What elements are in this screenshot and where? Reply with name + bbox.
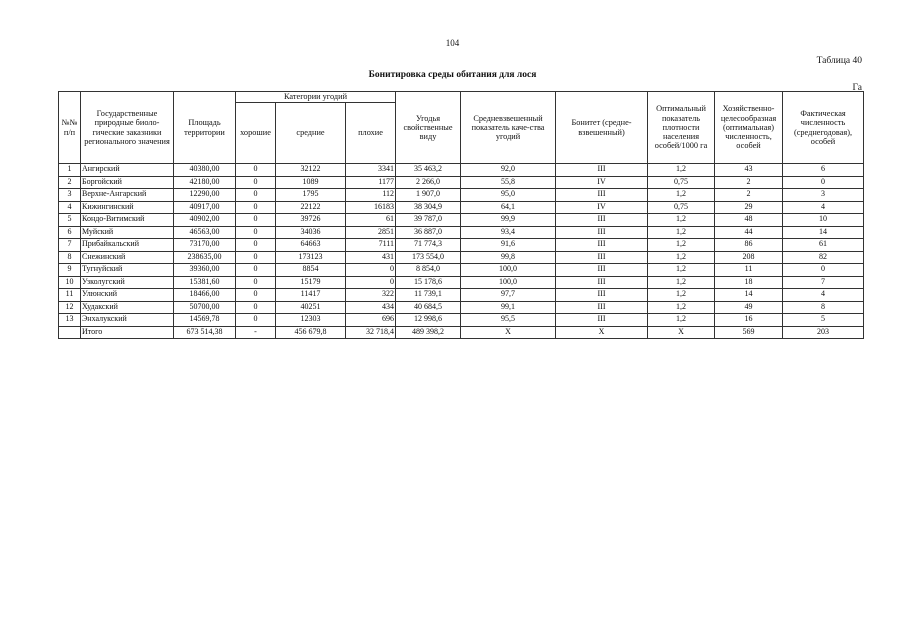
- poor-land-cell: 696: [346, 314, 396, 327]
- economic-number-cell: 29: [715, 201, 783, 214]
- bonitet-cell: IV: [556, 176, 648, 189]
- table-row: [59, 164, 864, 177]
- optimal-density-cell: 0,75: [648, 201, 715, 214]
- suitable-land-cell: 8 854,0: [396, 264, 461, 277]
- area-cell: 12290,00: [174, 189, 236, 202]
- poor-land-cell: 3341: [346, 164, 396, 177]
- suitable-land-cell: 12 998,6: [396, 314, 461, 327]
- reserve-name-cell: Боргойский: [81, 176, 174, 189]
- poor-land-cell: 434: [346, 301, 396, 314]
- area-cell: 15381,60: [174, 276, 236, 289]
- bonitet-cell: III: [556, 214, 648, 227]
- economic-number-cell: 49: [715, 301, 783, 314]
- header-row: [59, 92, 864, 103]
- table-row: [59, 289, 864, 302]
- suitable-land-cell: 11 739,1: [396, 289, 461, 302]
- area-cell: 40917,00: [174, 201, 236, 214]
- suitable-land-cell: 489 398,2: [396, 326, 461, 339]
- row-number-cell: 12: [59, 301, 81, 314]
- poor-land-cell: 431: [346, 251, 396, 264]
- optimal-density-cell: 1,2: [648, 251, 715, 264]
- optimal-density-cell: X: [648, 326, 715, 339]
- table-row: [59, 201, 864, 214]
- poor-land-cell: 7111: [346, 239, 396, 252]
- area-cell: 46563,00: [174, 226, 236, 239]
- row-number-cell: 11: [59, 289, 81, 302]
- actual-number-cell: 0: [783, 176, 864, 189]
- economic-number-cell: 18: [715, 276, 783, 289]
- optimal-density-cell: 1,2: [648, 189, 715, 202]
- header-bonitet: Бонитет (средне-взвешенный): [556, 92, 648, 164]
- table-row: [59, 214, 864, 227]
- weighted-quality-cell: 100,0: [461, 264, 556, 277]
- table-row: [59, 276, 864, 289]
- suitable-land-cell: 173 554,0: [396, 251, 461, 264]
- suitable-land-cell: 38 304,9: [396, 201, 461, 214]
- suitable-land-cell: 36 887,0: [396, 226, 461, 239]
- bonitet-cell: IV: [556, 201, 648, 214]
- row-number-cell: 13: [59, 314, 81, 327]
- medium-land-cell: 173123: [276, 251, 346, 264]
- row-number-cell: 1: [59, 164, 81, 177]
- weighted-quality-cell: 95,0: [461, 189, 556, 202]
- area-cell: 50700,00: [174, 301, 236, 314]
- optimal-density-cell: 1,2: [648, 214, 715, 227]
- weighted-quality-cell: X: [461, 326, 556, 339]
- good-land-cell: 0: [236, 226, 276, 239]
- actual-number-cell: 3: [783, 189, 864, 202]
- good-land-cell: 0: [236, 164, 276, 177]
- bonitet-cell: III: [556, 264, 648, 277]
- optimal-density-cell: 1,2: [648, 314, 715, 327]
- header-poor: плохие: [346, 103, 396, 164]
- economic-number-cell: 16: [715, 314, 783, 327]
- row-number-cell: 9: [59, 264, 81, 277]
- table-label: Таблица 40: [816, 56, 862, 66]
- optimal-density-cell: 0,75: [648, 176, 715, 189]
- actual-number-cell: 203: [783, 326, 864, 339]
- row-number-cell: 5: [59, 214, 81, 227]
- weighted-quality-cell: 95,5: [461, 314, 556, 327]
- suitable-land-cell: 35 463,2: [396, 164, 461, 177]
- good-land-cell: 0: [236, 314, 276, 327]
- row-number-cell: 2: [59, 176, 81, 189]
- good-land-cell: 0: [236, 276, 276, 289]
- actual-number-cell: 14: [783, 226, 864, 239]
- suitable-land-cell: 71 774,3: [396, 239, 461, 252]
- actual-number-cell: 8: [783, 301, 864, 314]
- economic-number-cell: 86: [715, 239, 783, 252]
- header-good: хорошие: [236, 103, 276, 164]
- good-land-cell: 0: [236, 214, 276, 227]
- table-row: [59, 239, 864, 252]
- area-cell: 73170,00: [174, 239, 236, 252]
- weighted-quality-cell: 99,1: [461, 301, 556, 314]
- reserve-name-cell: Итого: [81, 326, 174, 339]
- header-optimal: Оптимальный показатель плотности населения особей/1000 га: [648, 92, 715, 164]
- actual-number-cell: 4: [783, 289, 864, 302]
- reserve-name-cell: Прибайкальский: [81, 239, 174, 252]
- optimal-density-cell: 1,2: [648, 289, 715, 302]
- header-economic: Хозяйственно-целесообразная (оптимальная) численность, особей: [715, 92, 783, 164]
- header-num: №№ п/п: [59, 92, 81, 164]
- good-land-cell: 0: [236, 289, 276, 302]
- poor-land-cell: 0: [346, 276, 396, 289]
- header-land: Угодья свойственные виду: [396, 92, 461, 164]
- header-medium: средние: [276, 103, 346, 164]
- row-number-cell: 7: [59, 239, 81, 252]
- bonitet-cell: III: [556, 164, 648, 177]
- bonitet-cell: X: [556, 326, 648, 339]
- suitable-land-cell: 40 684,5: [396, 301, 461, 314]
- weighted-quality-cell: 93,4: [461, 226, 556, 239]
- weighted-quality-cell: 55,8: [461, 176, 556, 189]
- reserve-name-cell: Узколугский: [81, 276, 174, 289]
- area-cell: 14569,78: [174, 314, 236, 327]
- bonitet-cell: III: [556, 239, 648, 252]
- poor-land-cell: 32 718,4: [346, 326, 396, 339]
- bonitet-cell: III: [556, 189, 648, 202]
- medium-land-cell: 11417: [276, 289, 346, 302]
- header-weighted: Средневзвешенный показатель каче-ства угодий: [461, 92, 556, 164]
- economic-number-cell: 208: [715, 251, 783, 264]
- optimal-density-cell: 1,2: [648, 301, 715, 314]
- reserve-name-cell: Снежинский: [81, 251, 174, 264]
- area-cell: 673 514,38: [174, 326, 236, 339]
- medium-land-cell: 8854: [276, 264, 346, 277]
- economic-number-cell: 14: [715, 289, 783, 302]
- actual-number-cell: 6: [783, 164, 864, 177]
- economic-number-cell: 2: [715, 189, 783, 202]
- table-row: [59, 314, 864, 327]
- row-number-cell: [59, 326, 81, 339]
- table-row: [59, 176, 864, 189]
- area-cell: 40380,00: [174, 164, 236, 177]
- weighted-quality-cell: 99,8: [461, 251, 556, 264]
- table-row: [59, 189, 864, 202]
- row-number-cell: 8: [59, 251, 81, 264]
- bonitet-cell: III: [556, 289, 648, 302]
- header-area: Площадь территории: [174, 92, 236, 164]
- actual-number-cell: 5: [783, 314, 864, 327]
- area-cell: 40902,00: [174, 214, 236, 227]
- poor-land-cell: 322: [346, 289, 396, 302]
- suitable-land-cell: 2 266,0: [396, 176, 461, 189]
- table-row: [59, 251, 864, 264]
- optimal-density-cell: 1,2: [648, 264, 715, 277]
- bonitet-cell: III: [556, 251, 648, 264]
- unit-label: Га: [852, 83, 862, 93]
- actual-number-cell: 61: [783, 239, 864, 252]
- poor-land-cell: 61: [346, 214, 396, 227]
- page-number: 104: [445, 38, 460, 48]
- economic-number-cell: 2: [715, 176, 783, 189]
- medium-land-cell: 12303: [276, 314, 346, 327]
- weighted-quality-cell: 91,6: [461, 239, 556, 252]
- document-title: Бонитировка среды обитания для лося: [368, 70, 537, 80]
- row-number-cell: 4: [59, 201, 81, 214]
- reserve-name-cell: Энхалукский: [81, 314, 174, 327]
- medium-land-cell: 15179: [276, 276, 346, 289]
- medium-land-cell: 1089: [276, 176, 346, 189]
- poor-land-cell: 112: [346, 189, 396, 202]
- header-actual: Фактическая численность (среднегодовая), особей: [783, 92, 864, 164]
- row-number-cell: 3: [59, 189, 81, 202]
- row-number-cell: 10: [59, 276, 81, 289]
- table-row: [59, 226, 864, 239]
- area-cell: 39360,00: [174, 264, 236, 277]
- bonitet-cell: III: [556, 226, 648, 239]
- good-land-cell: -: [236, 326, 276, 339]
- weighted-quality-cell: 97,7: [461, 289, 556, 302]
- reserve-name-cell: Худакский: [81, 301, 174, 314]
- bonitet-cell: III: [556, 276, 648, 289]
- reserve-name-cell: Верхне-Ангарский: [81, 189, 174, 202]
- medium-land-cell: 22122: [276, 201, 346, 214]
- suitable-land-cell: 39 787,0: [396, 214, 461, 227]
- reserve-name-cell: Улюнский: [81, 289, 174, 302]
- table-body: [59, 164, 864, 339]
- bonitet-cell: III: [556, 301, 648, 314]
- economic-number-cell: 569: [715, 326, 783, 339]
- medium-land-cell: 64663: [276, 239, 346, 252]
- habitat-bonitet-table: [58, 91, 864, 339]
- poor-land-cell: 16183: [346, 201, 396, 214]
- good-land-cell: 0: [236, 176, 276, 189]
- medium-land-cell: 40251: [276, 301, 346, 314]
- medium-land-cell: 39726: [276, 214, 346, 227]
- actual-number-cell: 0: [783, 264, 864, 277]
- good-land-cell: 0: [236, 264, 276, 277]
- area-cell: 42180,00: [174, 176, 236, 189]
- medium-land-cell: 456 679,8: [276, 326, 346, 339]
- header-name: Государственные природные биоло-гические заказники регионального значения: [81, 92, 174, 164]
- good-land-cell: 0: [236, 189, 276, 202]
- actual-number-cell: 7: [783, 276, 864, 289]
- economic-number-cell: 43: [715, 164, 783, 177]
- reserve-name-cell: Ангирский: [81, 164, 174, 177]
- optimal-density-cell: 1,2: [648, 226, 715, 239]
- reserve-name-cell: Кондо-Витимский: [81, 214, 174, 227]
- economic-number-cell: 48: [715, 214, 783, 227]
- good-land-cell: 0: [236, 201, 276, 214]
- actual-number-cell: 10: [783, 214, 864, 227]
- row-number-cell: 6: [59, 226, 81, 239]
- table-row: [59, 264, 864, 277]
- optimal-density-cell: 1,2: [648, 239, 715, 252]
- weighted-quality-cell: 99,9: [461, 214, 556, 227]
- good-land-cell: 0: [236, 251, 276, 264]
- area-cell: 18466,00: [174, 289, 236, 302]
- poor-land-cell: 2851: [346, 226, 396, 239]
- weighted-quality-cell: 64,1: [461, 201, 556, 214]
- header-categories: Категории угодий: [236, 92, 396, 103]
- actual-number-cell: 82: [783, 251, 864, 264]
- good-land-cell: 0: [236, 301, 276, 314]
- reserve-name-cell: Кижингинский: [81, 201, 174, 214]
- medium-land-cell: 32122: [276, 164, 346, 177]
- medium-land-cell: 34036: [276, 226, 346, 239]
- bonitet-cell: III: [556, 314, 648, 327]
- suitable-land-cell: 15 178,6: [396, 276, 461, 289]
- weighted-quality-cell: 92,0: [461, 164, 556, 177]
- economic-number-cell: 44: [715, 226, 783, 239]
- medium-land-cell: 1795: [276, 189, 346, 202]
- total-row: [59, 326, 864, 339]
- optimal-density-cell: 1,2: [648, 276, 715, 289]
- reserve-name-cell: Муйский: [81, 226, 174, 239]
- economic-number-cell: 11: [715, 264, 783, 277]
- optimal-density-cell: 1,2: [648, 164, 715, 177]
- area-cell: 238635,00: [174, 251, 236, 264]
- poor-land-cell: 1177: [346, 176, 396, 189]
- actual-number-cell: 4: [783, 201, 864, 214]
- poor-land-cell: 0: [346, 264, 396, 277]
- table-row: [59, 301, 864, 314]
- reserve-name-cell: Тугнуйский: [81, 264, 174, 277]
- weighted-quality-cell: 100,0: [461, 276, 556, 289]
- suitable-land-cell: 1 907,0: [396, 189, 461, 202]
- good-land-cell: 0: [236, 239, 276, 252]
